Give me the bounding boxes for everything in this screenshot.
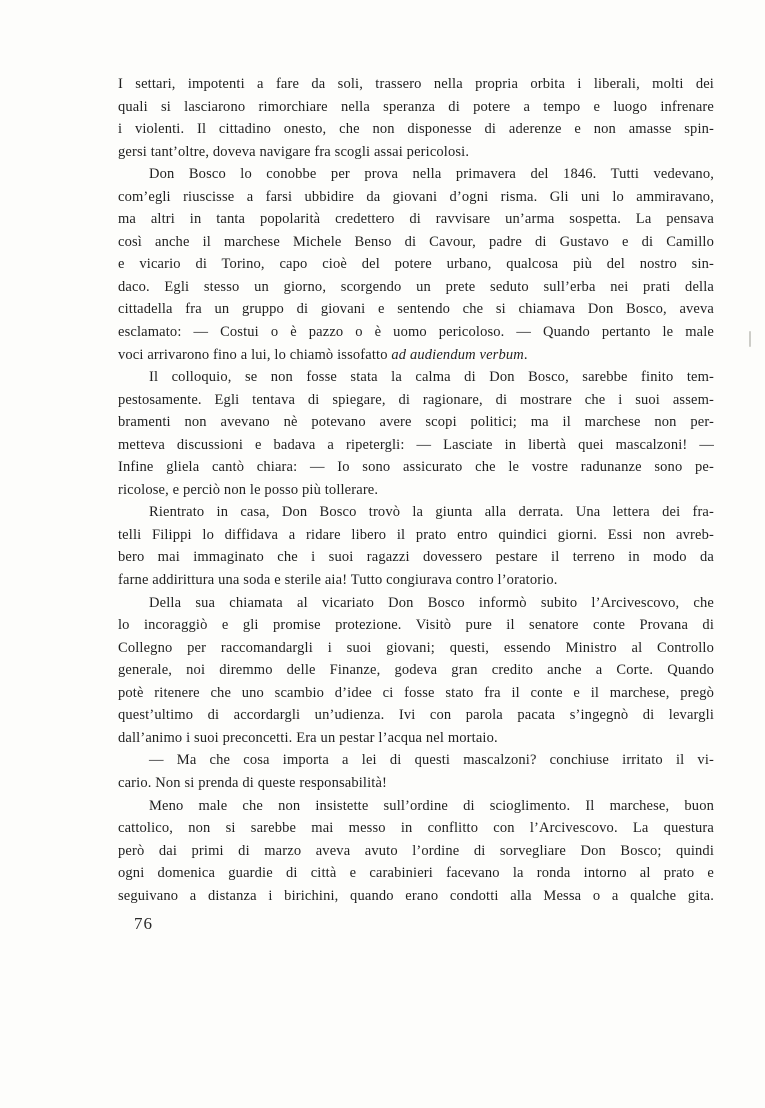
text-line: gersi tant’oltre, doveva navigare fra scogli assai pericolosi. (118, 143, 470, 160)
text-line: Collegno per raccomandargli i suoi giovani; questi, essendo Ministro al Controllo (118, 639, 714, 656)
text-line (118, 344, 714, 367)
text-line: quest’ultimo di accordargli un’udienza. Ivi con parola pacata s’ingegnò di levargli (118, 707, 714, 724)
text-line: potè ritenere che uno scambio d’idee ci fosse stato fra il conte e il marchese, pregò (118, 684, 714, 701)
scan-artifact (749, 331, 751, 347)
text-line: ricolose, e perciò non le posso più tollerare. (118, 481, 379, 498)
text-line: dall’animo i suoi preconcetti. Era un pestar l’acqua nel mortaio. (118, 729, 498, 746)
text-line: Don Bosco lo conobbe per prova nella primavera del 1846. Tutti vedevano, (149, 166, 714, 183)
text-line: com’egli riuscisse a farsi ubbidire da giovani d’ogni risma. Gli uni lo ammiravano, (118, 188, 714, 205)
text-line: ogni domenica guardie di città e carabinieri facevano la ronda intorno al prato e (118, 865, 714, 882)
paragraph (118, 501, 714, 591)
text-line: ma altri in tanta popolarità credettero di ravvisare un’arma sospetta. La pensava (118, 211, 714, 228)
text-line: bero mai immaginato che i suoi ragazzi dovessero pestare il terreno in modo da (118, 549, 714, 566)
text-line: I settari, impotenti a fare da soli, trassero nella propria orbita i liberali, molti dei (118, 76, 714, 92)
text-line: cittadella fra un gruppo di giovani e sentendo che si chiamava Don Bosco, aveva (118, 301, 714, 318)
text-line: quali si lasciarono rimorchiare nella speranza di potere a tempo e luogo infrenare (118, 98, 714, 115)
text-line: Infine gliela cantò chiara: — Io sono assicurato che le vostre radunanze sono pe- (118, 459, 714, 476)
text-segment: voci arrivarono fino a lui, lo chiamò issofatto (118, 346, 392, 363)
text-line: metteva discussioni e badava a ripetergli: — Lasciate in libertà quei mascalzoni! — (118, 436, 714, 453)
paragraph (118, 73, 714, 163)
text-line: Il colloquio, se non fosse stata la calma di Don Bosco, sarebbe finito tem- (149, 369, 714, 386)
text-line: farne addirittura una soda e sterile aia! Tutto congiurava contro l’oratorio. (118, 572, 558, 589)
text-line: lo incoraggiò e gli promise protezione. Visitò pure il senatore conte Provana di (118, 617, 714, 634)
text-line: e vicario di Torino, capo cioè del potere urbano, qualcosa più del nostro sin- (118, 256, 714, 273)
text-line: Della sua chiamata al vicariato Don Bosco informò subito l’Arcivescovo, che (149, 594, 714, 611)
text-line: cario. Non si prenda di queste responsabilità! (118, 774, 388, 791)
paragraph (118, 795, 714, 908)
text-line: pestosamente. Egli tentava di spiegare, di ragionare, di mostrare che i suoi assem- (118, 391, 714, 408)
paragraph (118, 366, 714, 501)
text-segment: . (523, 346, 528, 363)
text-line: seguivano a distanza i birichini, quando erano condotti alla Messa o a qualche gita. (118, 887, 714, 904)
text-block (118, 73, 714, 907)
text-line: i violenti. Il cittadino onesto, che non disponesse di aderenze e non amasse spin- (118, 121, 714, 138)
text-line: — Ma che cosa importa a lei di questi mascalzoni? conchiuse irritato il vi- (149, 752, 714, 769)
paragraph (118, 163, 714, 366)
text-line: Rientrato in casa, Don Bosco trovò la giunta alla derrata. Una lettera dei fra- (149, 504, 714, 521)
text-line: così anche il marchese Michele Benso di Cavour, padre di Gustavo e di Camillo (118, 233, 714, 250)
paragraph (118, 749, 714, 794)
text-line: esclamato: — Costui o è pazzo o è uomo pericoloso. — Quando pertanto le male (118, 324, 714, 341)
text-line: generale, noi diremmo delle Finanze, godeva gran credito anche a Corte. Quando (118, 662, 714, 679)
text-line: cattolico, non si sarebbe mai messo in conflitto con l’Arcivescovo. La questura (118, 820, 714, 837)
text-line: però dai primi di marzo aveva avuto l’ordine di sorvegliare Don Bosco; quindi (118, 842, 714, 859)
paragraph (118, 592, 714, 750)
latin-phrase: ad audiendum verbum (391, 346, 524, 363)
page-number: 76 (134, 914, 153, 933)
text-line: Meno male che non insistette sull’ordine di scioglimento. Il marchese, buon (149, 797, 714, 814)
text-line: telli Filippi lo diffidava a ridare libero il prato entro quindici giorni. Essi non avreb- (118, 526, 714, 543)
text-line: bramenti non avevano nè potevano avere scopi politici; ma il marchese non per- (118, 414, 714, 431)
text-line: daco. Egli stesso un giorno, scorgendo un prete seduto sull’erba nei prati della (118, 278, 714, 295)
